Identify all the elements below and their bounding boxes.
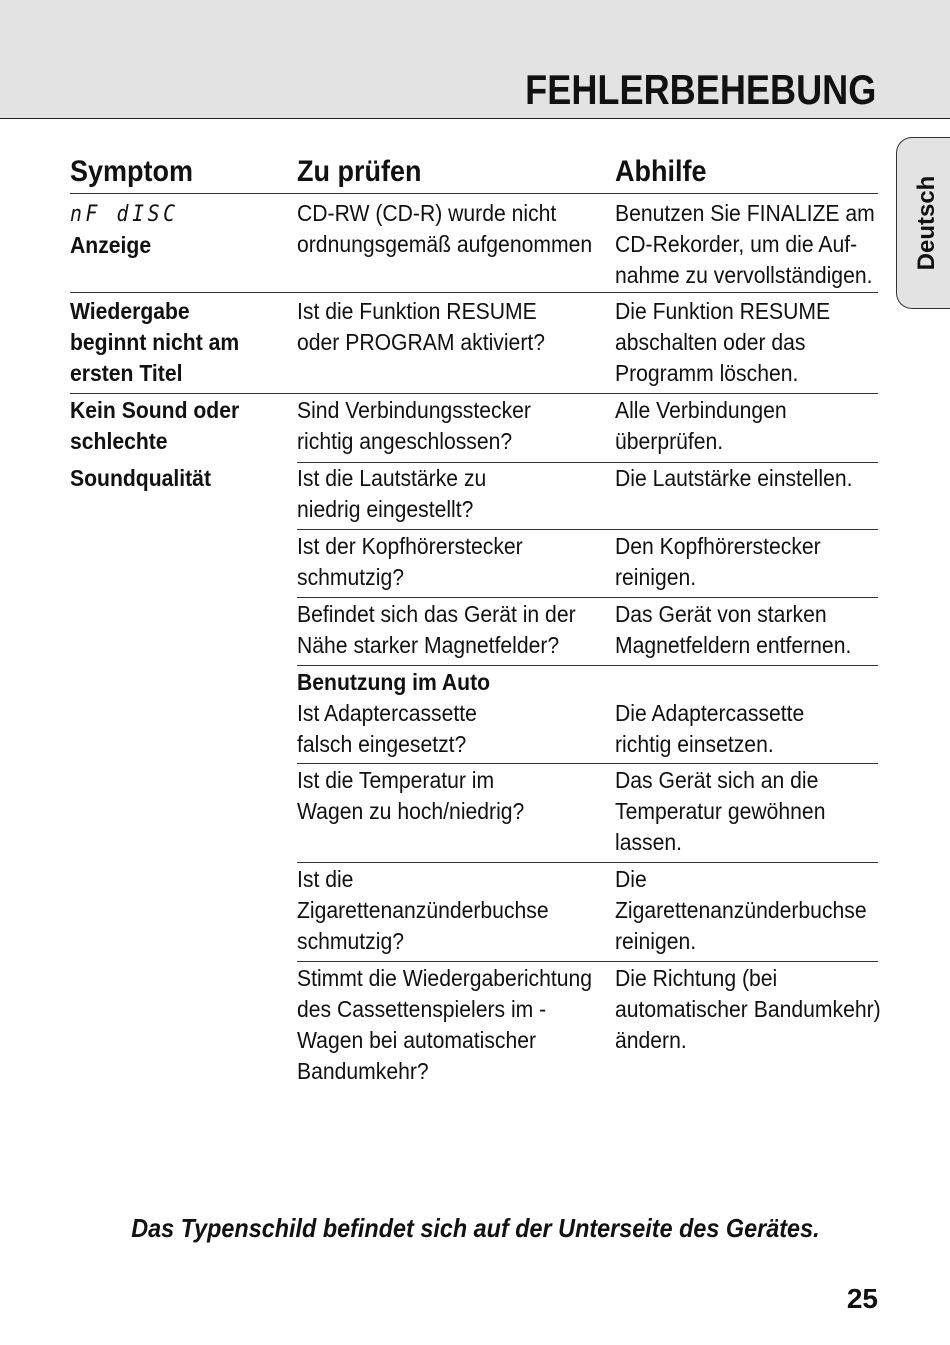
page-number: 25 [846,1283,878,1314]
table-rule [70,393,878,394]
table-rule [297,862,878,863]
symptom-cell: Soundqualität [70,465,211,491]
check-cell: Sind Verbindungsstecker richtig angeschlossen? [297,397,531,454]
symptom-cell: Wiedergabe beginnt nicht am ersten Titel [70,298,240,386]
table-rule [297,665,878,666]
column-header-check: Zu prüfen [297,155,422,188]
check-cell: Benutzung im Auto Ist Adaptercassette falsch eingesetzt? [297,669,491,757]
remedy-cell: Das Gerät sich an die Temperatur gewöhnen lassen. [615,767,826,855]
remedy-cell: Die Richtung (bei automatischer Bandumkehr) ändern. [615,965,881,1053]
language-tab [896,137,950,309]
symptom-cell: Kein Sound oder schlechte [70,397,240,454]
check-cell: Stimmt die Wiedergaberichtung des Cassettenspielers im - Wagen bei automatischer Bandumkehr? [297,965,593,1084]
remedy-cell: Alle Verbindungen überprüfen. [615,397,787,454]
check-cell: Ist die Zigarettenanzünderbuchse schmutzig? [297,866,549,954]
subheading: Benutzung im Auto [297,669,491,695]
table-rule [297,763,878,764]
remedy-cell: Das Gerät von starken Magnetfeldern entfernen. [615,601,852,658]
check-cell: CD-RW (CD-R) wurde nicht ordnungsgemäß aufgenommen [297,200,593,257]
check-cell: Ist die Lautstärke zu niedrig eingestellt? [297,465,487,522]
column-header-symptom: Symptom [70,155,194,188]
check-cell: Ist der Kopfhörerstecker schmutzig? [297,533,523,590]
page-title: FEHLERBEHEBUNG [524,66,876,113]
remedy-cell: Die Adaptercassette richtig einsetzen. [615,700,805,757]
language-tab-label: Deutsch [912,175,940,271]
footer-note: Das Typenschild befindet sich auf der Unterseite des Gerätes. [130,1213,820,1243]
table-rule [70,193,878,194]
column-header-remedy: Abhilfe [615,155,707,188]
display-readout: nF dISC [70,202,179,227]
remedy-cell: Den Kopfhörerstecker reinigen. [615,533,821,590]
table-rule [297,961,878,962]
table-rule [297,597,878,598]
remedy-cell: Die Funktion RESUME abschalten oder das Programm löschen. [615,298,831,386]
check-cell: Ist die Temperatur im Wagen zu hoch/niedrig? [297,767,525,824]
remedy-cell: Die Lautstärke einstellen. [615,465,853,491]
table-rule [70,292,878,293]
remedy-cell: Die Zigarettenanzünderbuchse reinigen. [615,866,867,954]
check-cell: Ist die Funktion RESUME oder PROGRAM aktiviert? [297,298,546,355]
remedy-cell: Benutzen Sie FINALIZE am CD-Rekorder, um die Auf- nahme zu vervollständigen. [615,200,875,288]
symptom-cell: nF dISC Anzeige [70,202,179,258]
table-rule [297,529,878,530]
check-cell: Befindet sich das Gerät in der Nähe starker Magnetfelder? [297,601,576,658]
